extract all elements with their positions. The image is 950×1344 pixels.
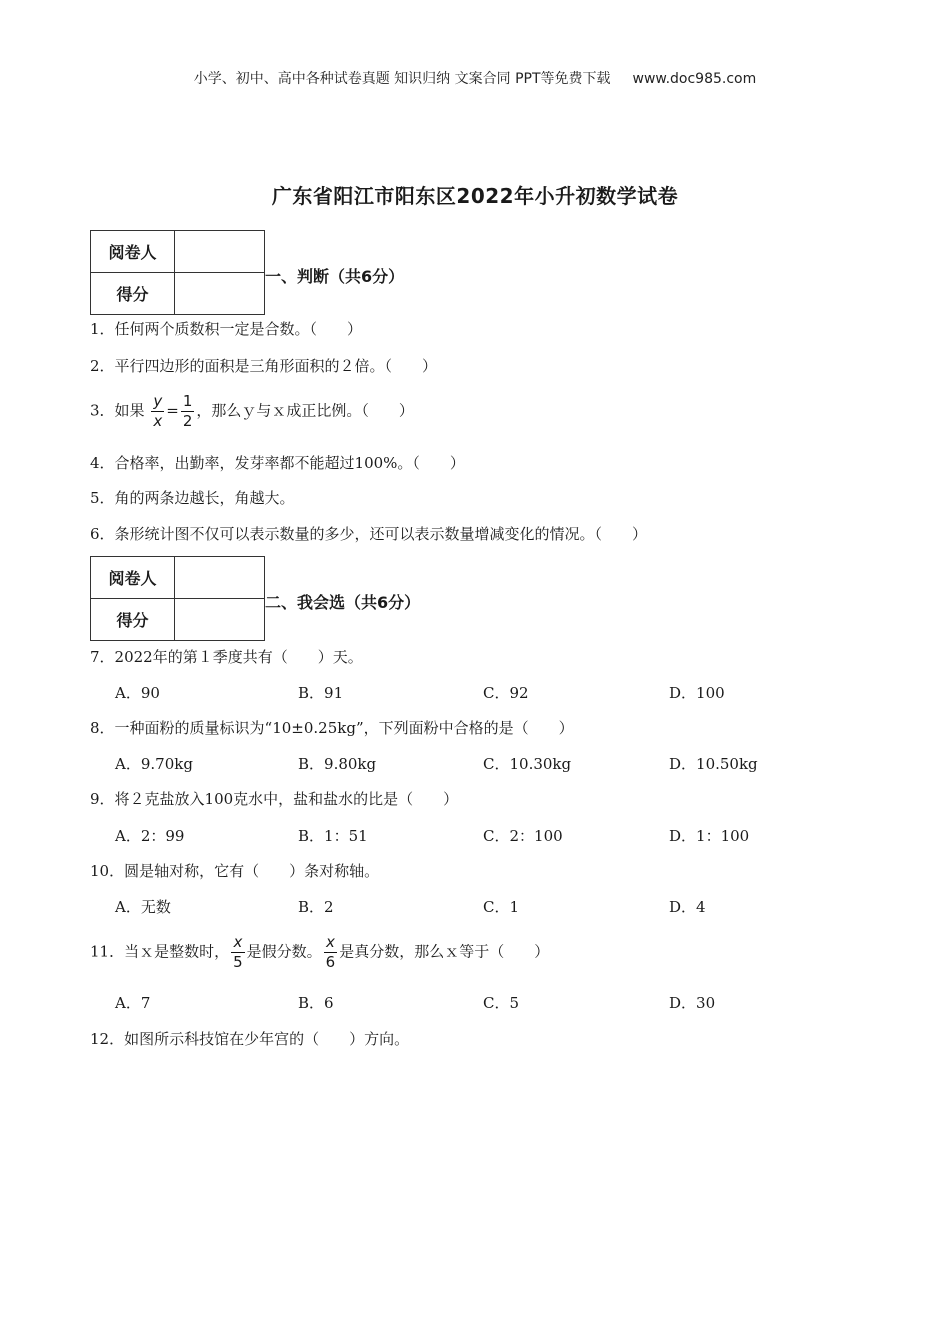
score-label: 得分 [91,273,175,315]
question-4 [90,452,465,473]
question-11 [90,933,549,972]
question-number: 2． [90,357,115,375]
header-text: 小学、初中、高中各种试卷真题 知识归纳 文案合同 PPT等免费下载 [193,71,611,87]
reviewer-label: 阅卷人 [91,231,175,273]
option-c[interactable]: C．5 [483,994,520,1012]
fraction-x-over-6 [324,933,338,972]
question-text-post: ，那么ｙ与ｘ成正比例。（ ） [196,401,414,420]
question-10 [90,860,379,881]
question-9 [90,788,458,809]
fraction-x-over-5 [231,933,245,972]
fraction-denominator: 6 [325,953,336,971]
question-text: 条形统计图不仅可以表示数量的多少，还可以表示数量增减变化的情况。（ ） [114,525,648,543]
option-d[interactable]: D．100 [669,684,725,702]
question-number: 4． [90,454,115,472]
question-12 [90,1028,409,1049]
question-8 [90,717,574,738]
option-b[interactable]: B．91 [298,684,344,702]
question-text: 一种面粉的质量标识为“10±0.25kg”，下列面粉中合格的是（ ） [114,719,574,737]
question-text-post: 是真分数，那么ｘ等于（ ） [339,942,550,961]
fraction-numerator: x [231,933,245,953]
option-b[interactable]: B．6 [298,994,334,1012]
fraction-denominator: 5 [233,953,243,971]
score-box-1 [90,230,265,315]
section-heading-2: 二、我会选（共6分） [265,593,421,612]
page-title: 广东省阳江市阳东区2022年小升初数学试卷 [271,184,679,208]
score-field[interactable] [175,273,265,315]
option-a[interactable]: A．7 [115,994,151,1012]
option-c[interactable]: C．1 [483,898,520,916]
question-number: 5． [90,489,115,507]
option-d[interactable]: D．4 [669,898,706,916]
question-number: 10． [90,862,125,880]
option-c[interactable]: C．10.30kg [483,755,572,773]
option-c[interactable]: C．2：100 [483,827,563,845]
option-b[interactable]: B．9.80kg [298,755,377,773]
question-text: 如图所示科技馆在少年宫的（ ）方向。 [124,1030,410,1048]
option-c[interactable]: C．92 [483,684,529,702]
question-2 [90,355,437,376]
option-a[interactable]: A．90 [115,684,160,702]
question-6 [90,523,647,544]
question-text: 角的两条边越长，角越大。 [114,489,295,507]
question-text: 任何两个质数积一定是合数。（ ） [114,320,363,338]
fraction-numerator: x [324,933,338,953]
fraction-y-over-x [151,392,164,431]
score-field[interactable] [175,599,265,641]
fraction-one-half [181,392,195,431]
question-number: 11． [90,942,125,961]
question-number: 1． [90,320,115,338]
question-number: 8． [90,719,115,737]
reviewer-field[interactable] [175,231,265,273]
question-number: 3． [90,401,115,420]
question-number: 9． [90,790,115,808]
option-d[interactable]: D．1：100 [669,827,750,845]
question-number: 6． [90,525,115,543]
question-text: 圆是轴对称，它有（ ）条对称轴。 [124,862,380,880]
score-label: 得分 [91,599,175,641]
question-text-mid: 是假分数。 [246,942,322,961]
reviewer-field[interactable] [175,557,265,599]
fraction-numerator: y [153,392,163,410]
section-heading-1: 一、判断（共6分） [265,267,405,286]
question-text-pre: 如果 [114,401,145,420]
question-text: 平行四边形的面积是三角形面积的２倍。（ ） [114,357,438,375]
question-7 [90,646,363,667]
option-b[interactable]: B．2 [298,898,334,916]
page-header [0,68,950,88]
question-1 [90,318,362,339]
question-text: 将２克盐放入100克水中，盐和盐水的比是（ ） [114,790,459,808]
fraction-numerator: 1 [182,392,193,410]
question-number: 7． [90,648,115,666]
fraction-denominator: 2 [182,412,193,430]
question-text: 合格率，出勤率，发芽率都不能超过100%。（ ） [114,454,465,472]
option-a[interactable]: A．无数 [115,898,171,916]
reviewer-label: 阅卷人 [91,557,175,599]
header-site-link[interactable]: www.doc985.com [632,71,757,87]
option-d[interactable]: D．30 [669,994,716,1012]
option-d[interactable]: D．10.50kg [669,755,758,773]
fraction-denominator: x [153,412,163,430]
score-box-2 [90,556,265,641]
question-text: 2022年的第１季度共有（ ）天。 [114,648,363,666]
equals-sign: = [166,401,179,420]
option-b[interactable]: B．1：51 [298,827,368,845]
question-3 [90,392,414,431]
question-5 [90,487,295,508]
option-a[interactable]: A．9.70kg [115,755,193,773]
question-text-pre: 当ｘ是整数时， [124,942,230,961]
question-number: 12． [90,1030,125,1048]
option-a[interactable]: A．2：99 [115,827,185,845]
